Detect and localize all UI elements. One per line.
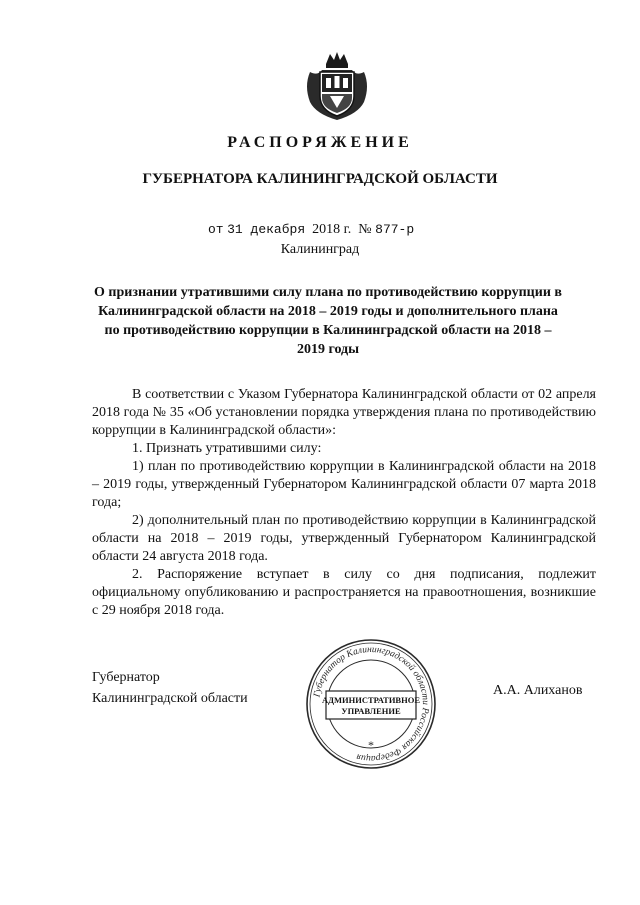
coat-of-arms-emblem	[300, 50, 374, 122]
date-prefix: от	[208, 222, 224, 237]
seal-box-line2: УПРАВЛЕНИЕ	[341, 706, 401, 716]
body-item-2: 2. Распоряжение вступает в силу со дня подписания, подлежит официальному опубликованию и распространяется на правоотношения, возникшие с 29 ноября 2018 года.	[92, 567, 596, 618]
official-seal-stamp	[304, 637, 438, 771]
signatory-name: А.А. Алиханов	[493, 683, 583, 698]
number-sign: №	[358, 222, 372, 237]
date-and-number-line	[208, 222, 414, 238]
document-body	[92, 386, 596, 620]
date-year: 2018 г.	[312, 222, 352, 237]
signatory-position	[92, 667, 248, 709]
date-day-month: 31 декабря	[227, 222, 306, 237]
issuer-title: ГУБЕРНАТОРА КАЛИНИНГРАДСКОЙ ОБЛАСТИ	[142, 171, 498, 187]
document-number: 877-р	[375, 222, 415, 237]
seal-ring-text: Губернатор Калининградской области Российская Федерация	[312, 644, 431, 764]
body-item-1: 1. Признать утратившими силу:	[132, 441, 322, 456]
document-type-title: РАСПОРЯЖЕНИЕ	[227, 134, 413, 151]
seal-star: *	[368, 738, 374, 752]
signatory-position-line2: Калининградской области	[92, 691, 248, 706]
city-name: Калининград	[280, 242, 360, 257]
body-intro-paragraph: В соответствии с Указом Губернатора Калининградской области от 02 апреля 2018 года № 35 «Об установлении порядка утверждения плана по противодействию коррупции в Калининградской области»:	[92, 387, 596, 438]
signatory-position-line1: Губернатор	[92, 670, 160, 685]
seal-box-line1: АДМИНИСТРАТИВНОЕ	[322, 695, 420, 705]
body-item-1-2: 2) дополнительный план по противодействию коррупции в Калининградской области на 2018 – 2019 годы, утвержденный Губернатором Калининградской области 24 августа 2018 года.	[92, 513, 596, 564]
document-subject-title: О признании утратившими силу плана по противодействию коррупции в Калининградской области на 2018 – 2019 годы и дополнительного плана по противодействию коррупции в Калининградской области на 2018 – 2019 годы	[94, 285, 562, 357]
body-item-1-1: 1) план по противодействию коррупции в Калининградской области на 2018 – 2019 годы, утвержденный Губернатором Калининградской области 07 марта 2018 года;	[92, 459, 596, 510]
